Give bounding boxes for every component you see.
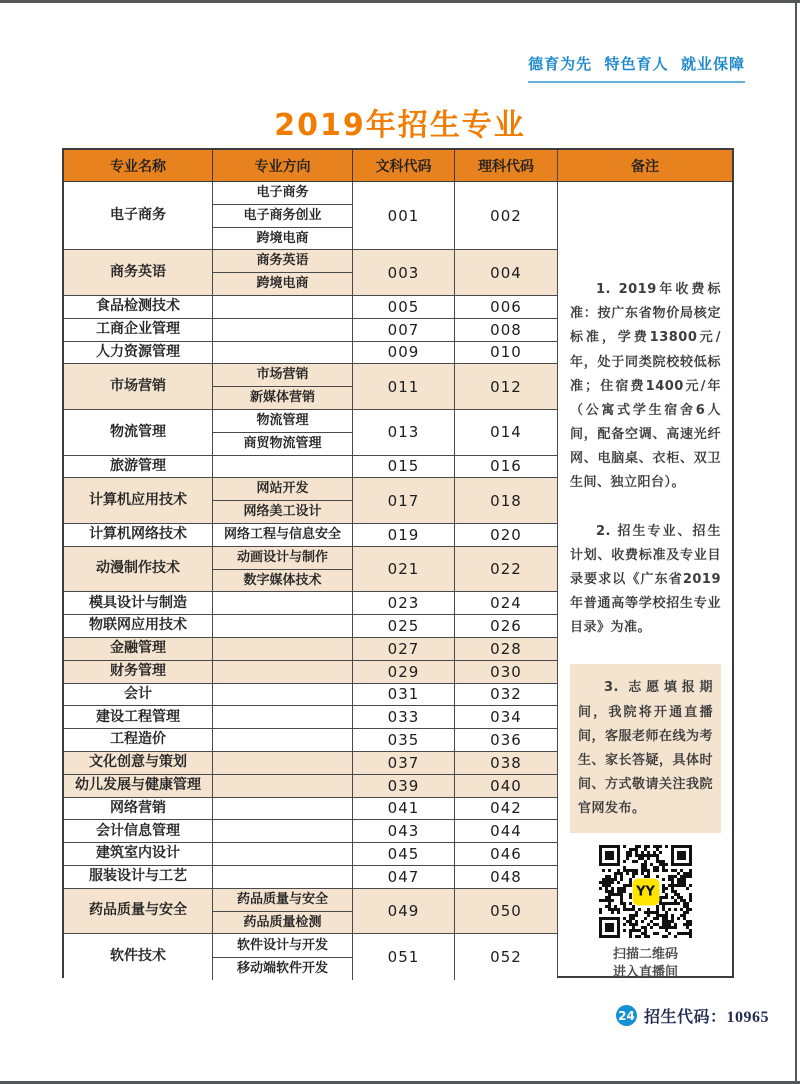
arts-code-cell: 033 bbox=[353, 706, 455, 728]
arts-code-cell: 041 bbox=[353, 798, 455, 820]
science-code-cell: 034 bbox=[490, 708, 522, 727]
table-row bbox=[64, 798, 557, 821]
major-name-cell: 药品质量与安全 bbox=[64, 889, 213, 934]
table-row bbox=[64, 706, 557, 729]
major-direction-cell bbox=[213, 364, 353, 409]
arts-code-cell: 049 bbox=[353, 889, 455, 934]
table-row bbox=[64, 456, 557, 479]
science-code-cell: 010 bbox=[490, 343, 522, 362]
science-code-cell: 052 bbox=[490, 948, 522, 967]
science-code-cell: 022 bbox=[490, 560, 522, 579]
direction-sub-row: 移动端软件开发 bbox=[236, 960, 328, 976]
qr-caption bbox=[570, 946, 721, 981]
arts-code-cell: 039 bbox=[353, 775, 455, 797]
major-direction-cell bbox=[213, 843, 353, 865]
major-direction-cell bbox=[213, 296, 353, 318]
major-name-cell: 财务管理 bbox=[64, 661, 213, 683]
major-direction-cell bbox=[213, 524, 353, 546]
remark-body bbox=[558, 182, 732, 982]
arts-code-cell: 017 bbox=[353, 478, 455, 523]
school-slogan: 德育为先 特色育人 就业保障 bbox=[528, 53, 745, 83]
table-row bbox=[64, 478, 557, 524]
table-row bbox=[64, 820, 557, 843]
arts-code-cell: 043 bbox=[353, 820, 455, 842]
direction-sub-row: 物流管理 bbox=[213, 410, 352, 433]
major-direction-cell bbox=[213, 615, 353, 637]
major-direction-cell bbox=[213, 638, 353, 660]
remark-column bbox=[557, 150, 732, 980]
science-code-cell: 014 bbox=[490, 423, 522, 442]
page-edge-top bbox=[0, 0, 800, 3]
arts-code-cell: 025 bbox=[353, 615, 455, 637]
header-remark: 备注 bbox=[558, 150, 732, 182]
science-code-cell: 042 bbox=[490, 799, 522, 818]
table-row bbox=[64, 524, 557, 547]
direction-sub-row: 商务英语 bbox=[213, 250, 352, 273]
major-name-cell: 服装设计与工艺 bbox=[64, 866, 213, 888]
majors-table bbox=[62, 148, 734, 978]
science-code-cell: 050 bbox=[490, 902, 522, 920]
major-direction-cell bbox=[213, 889, 353, 934]
arts-code-cell: 013 bbox=[353, 410, 455, 455]
arts-code-cell: 021 bbox=[353, 547, 455, 592]
major-direction-cell bbox=[213, 934, 353, 980]
page-title: 2019年招生专业 bbox=[274, 108, 526, 143]
science-code-cell: 046 bbox=[490, 845, 522, 863]
major-direction-cell bbox=[213, 820, 353, 842]
major-name-cell: 文化创意与策划 bbox=[64, 752, 213, 774]
arts-code-cell: 023 bbox=[353, 592, 455, 614]
majors-table-left bbox=[64, 150, 557, 976]
direction-sub-row: 电子商务创业 bbox=[213, 205, 352, 228]
table-row bbox=[64, 319, 557, 342]
major-name-cell: 建设工程管理 bbox=[64, 706, 213, 728]
table-body bbox=[64, 182, 557, 980]
qr-block bbox=[570, 845, 721, 981]
major-name-cell: 建筑室内设计 bbox=[64, 843, 213, 865]
direction-sub-row: 网络工程与信息安全 bbox=[223, 527, 341, 543]
table-row bbox=[64, 684, 557, 707]
major-direction-cell bbox=[213, 478, 353, 523]
direction-sub-row: 网络美工设计 bbox=[243, 504, 322, 520]
major-direction-cell bbox=[213, 592, 353, 614]
arts-code-cell: 029 bbox=[353, 661, 455, 683]
header-major-direction: 专业方向 bbox=[213, 150, 353, 181]
science-code-cell: 036 bbox=[490, 731, 522, 750]
major-name-cell: 计算机网络技术 bbox=[64, 524, 213, 546]
footer bbox=[616, 1004, 769, 1027]
direction-sub-row: 网站开发 bbox=[213, 478, 352, 501]
table-row bbox=[64, 410, 557, 456]
major-direction-cell bbox=[213, 182, 353, 249]
table-row bbox=[64, 250, 557, 296]
arts-code-cell: 037 bbox=[353, 752, 455, 774]
arts-code-cell: 015 bbox=[353, 456, 455, 478]
arts-code-cell: 045 bbox=[353, 843, 455, 865]
major-direction-cell bbox=[213, 752, 353, 774]
table-row bbox=[64, 615, 557, 638]
header-major-name: 专业名称 bbox=[64, 150, 213, 181]
science-code-cell: 004 bbox=[490, 263, 522, 282]
science-code-cell: 006 bbox=[490, 297, 522, 316]
science-code-cell: 048 bbox=[490, 867, 522, 886]
major-direction-cell bbox=[213, 661, 353, 683]
qr-caption-line1: 扫描二维码 bbox=[612, 947, 678, 963]
direction-sub-row: 药品质量检测 bbox=[243, 914, 322, 930]
arts-code-cell: 035 bbox=[353, 729, 455, 751]
direction-sub-row: 软件设计与开发 bbox=[213, 934, 352, 957]
arts-code-cell: 047 bbox=[353, 866, 455, 888]
header-arts-code: 文科代码 bbox=[353, 150, 455, 181]
direction-sub-row: 药品质量与安全 bbox=[213, 889, 352, 912]
arts-code-cell: 031 bbox=[353, 684, 455, 706]
arts-code-cell: 007 bbox=[353, 319, 455, 341]
major-name-cell: 会计信息管理 bbox=[64, 820, 213, 842]
major-direction-cell bbox=[213, 410, 353, 455]
major-direction-cell bbox=[213, 706, 353, 728]
arts-code-cell: 011 bbox=[353, 364, 455, 409]
major-name-cell: 软件技术 bbox=[64, 934, 213, 980]
arts-code-cell: 051 bbox=[353, 934, 455, 980]
admission-code-text: 招生代码：10965 bbox=[644, 1009, 770, 1026]
direction-sub-row: 跨境电商 bbox=[256, 276, 309, 292]
arts-code-cell: 027 bbox=[353, 638, 455, 660]
major-name-cell: 电子商务 bbox=[64, 182, 213, 249]
arts-code-cell: 009 bbox=[353, 342, 455, 364]
table-row bbox=[64, 889, 557, 935]
major-direction-cell bbox=[213, 684, 353, 706]
table-row bbox=[64, 547, 557, 593]
major-name-cell: 工程造价 bbox=[64, 729, 213, 751]
science-code-cell: 030 bbox=[490, 662, 522, 681]
table-row bbox=[64, 592, 557, 615]
table-row bbox=[64, 866, 557, 889]
science-code-cell: 044 bbox=[490, 822, 522, 841]
major-name-cell: 市场营销 bbox=[64, 364, 213, 409]
major-name-cell: 商务英语 bbox=[64, 250, 213, 295]
major-direction-cell bbox=[213, 319, 353, 341]
major-name-cell: 旅游管理 bbox=[64, 456, 213, 478]
table-row bbox=[64, 364, 557, 410]
major-direction-cell bbox=[213, 547, 353, 592]
table-header-row bbox=[64, 150, 557, 182]
direction-sub-row: 市场营销 bbox=[213, 364, 352, 387]
table-row bbox=[64, 182, 557, 250]
table-row bbox=[64, 342, 557, 365]
science-code-cell: 002 bbox=[490, 206, 522, 225]
table-row bbox=[64, 752, 557, 775]
science-code-cell: 012 bbox=[490, 377, 522, 396]
major-direction-cell bbox=[213, 250, 353, 295]
science-code-cell: 020 bbox=[490, 525, 522, 544]
table-row bbox=[64, 661, 557, 684]
page-number-badge: 24 bbox=[616, 1005, 637, 1026]
note-livestream: 3. 志愿填报期间，我院将开通直播间，客服老师在线为考生、家长答疑，具体时间、方式敬请关注我院官网发布。 bbox=[570, 664, 721, 833]
table-row bbox=[64, 729, 557, 752]
major-name-cell: 工商企业管理 bbox=[64, 319, 213, 341]
major-name-cell: 幼儿发展与健康管理 bbox=[64, 775, 213, 797]
major-name-cell: 物流管理 bbox=[64, 410, 213, 455]
table-row bbox=[64, 638, 557, 661]
major-name-cell: 模具设计与制造 bbox=[64, 592, 213, 614]
direction-sub-row: 电子商务 bbox=[213, 182, 352, 205]
arts-code-cell: 005 bbox=[353, 296, 455, 318]
note-catalog: 2. 招生专业、招生计划、收费标准及专业目录要求以《广东省2019年普通高等学校招生专业目录》为准。 bbox=[570, 523, 721, 636]
arts-code-cell: 019 bbox=[353, 524, 455, 546]
science-code-cell: 032 bbox=[490, 685, 522, 704]
science-code-cell: 024 bbox=[490, 594, 522, 613]
major-name-cell: 食品检测技术 bbox=[64, 296, 213, 318]
direction-sub-row: 跨境电商 bbox=[256, 230, 309, 246]
major-name-cell: 动漫制作技术 bbox=[64, 547, 213, 592]
major-direction-cell bbox=[213, 798, 353, 820]
table-row bbox=[64, 775, 557, 798]
major-name-cell: 物联网应用技术 bbox=[64, 615, 213, 637]
major-direction-cell bbox=[213, 456, 353, 478]
major-direction-cell bbox=[213, 729, 353, 751]
major-name-cell: 会计 bbox=[64, 684, 213, 706]
arts-code-cell: 001 bbox=[353, 182, 455, 249]
table-row bbox=[64, 843, 557, 866]
major-name-cell: 人力资源管理 bbox=[64, 342, 213, 364]
note-fees: 1. 2019年收费标准：按广东省物价局核定标准，学费13800元/年，处于同类院校较低标准；住宿费1400元/年（公寓式学生宿舍6人间，配备空调、高速光纤网、电脑桌、衣柜、双卫生间、独立阳台）。 bbox=[570, 282, 721, 491]
science-code-cell: 008 bbox=[490, 320, 522, 339]
direction-sub-row: 动画设计与制作 bbox=[213, 547, 352, 570]
qr-code bbox=[599, 845, 692, 938]
science-code-cell: 016 bbox=[490, 457, 522, 476]
yy-logo-icon: YY bbox=[632, 878, 659, 905]
arts-code-cell: 003 bbox=[353, 250, 455, 295]
major-name-cell: 网络营销 bbox=[64, 798, 213, 820]
major-direction-cell bbox=[213, 866, 353, 888]
qr-caption-line2: 进入直播间 bbox=[612, 964, 678, 980]
major-direction-cell bbox=[213, 342, 353, 364]
science-code-cell: 028 bbox=[490, 639, 522, 658]
header-science-code: 理科代码 bbox=[478, 158, 534, 175]
major-name-cell: 计算机应用技术 bbox=[64, 478, 213, 523]
major-name-cell: 金融管理 bbox=[64, 638, 213, 660]
science-code-cell: 026 bbox=[490, 617, 522, 636]
science-code-cell: 038 bbox=[490, 753, 522, 772]
science-code-cell: 040 bbox=[490, 776, 522, 795]
table-row bbox=[64, 296, 557, 319]
science-code-cell: 018 bbox=[490, 491, 522, 510]
direction-sub-row: 新媒体营销 bbox=[249, 390, 315, 406]
direction-sub-row: 商贸物流管理 bbox=[243, 435, 322, 451]
major-direction-cell bbox=[213, 775, 353, 797]
page-edge-right bbox=[795, 0, 797, 1084]
direction-sub-row: 数字媒体技术 bbox=[243, 572, 322, 588]
table-row bbox=[64, 934, 557, 980]
